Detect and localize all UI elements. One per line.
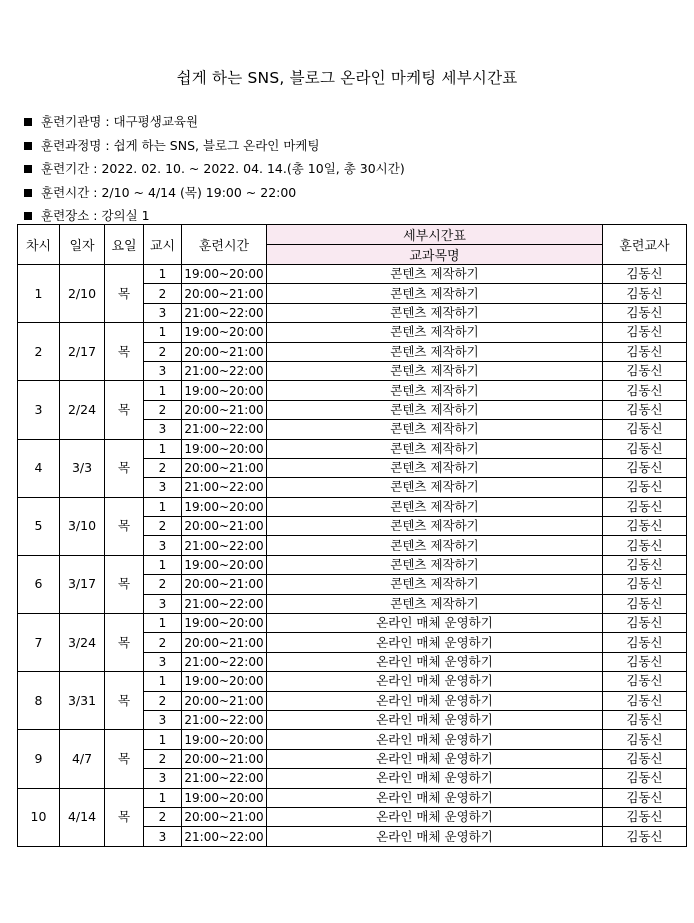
table-row: [18, 381, 687, 400]
teacher-name: 김동신: [603, 769, 687, 788]
teacher-name: 김동신: [603, 691, 687, 710]
period-time: 20:00~21:00: [182, 575, 267, 594]
table-row: [18, 614, 687, 633]
subject-name: 콘텐츠 제작하기: [267, 439, 603, 458]
teacher-name: 김동신: [603, 381, 687, 400]
table-row: [18, 497, 687, 516]
bullet-square-icon: [24, 165, 32, 173]
table-row: [18, 672, 687, 691]
subject-name: 콘텐츠 제작하기: [267, 536, 603, 555]
subject-name: 콘텐츠 제작하기: [267, 594, 603, 613]
session-weekday: 목: [105, 730, 144, 788]
session-date: 3/17: [60, 555, 105, 613]
period-time: 21:00~22:00: [182, 827, 267, 846]
session-date: 3/10: [60, 497, 105, 555]
period-time: 20:00~21:00: [182, 749, 267, 768]
period-time: 21:00~22:00: [182, 303, 267, 322]
session-date: 3/24: [60, 614, 105, 672]
period-number: 2: [144, 575, 182, 594]
teacher-name: 김동신: [603, 652, 687, 671]
period-time: 19:00~20:00: [182, 788, 267, 807]
page-title: 쉽게 하는 SNS, 블로그 온라인 마케팅 세부시간표: [176, 69, 518, 87]
teacher-name: 김동신: [603, 575, 687, 594]
subject-name: 콘텐츠 제작하기: [267, 555, 603, 574]
period-time: 21:00~22:00: [182, 769, 267, 788]
period-time: 21:00~22:00: [182, 710, 267, 729]
info-text: 훈련장소 : 강의실 1: [41, 208, 150, 224]
header-schedule: 세부시간표: [267, 225, 603, 245]
period-time: 21:00~22:00: [182, 652, 267, 671]
period-number: 3: [144, 827, 182, 846]
period-number: 1: [144, 555, 182, 574]
session-number: 2: [18, 323, 60, 381]
subject-name: 콘텐츠 제작하기: [267, 497, 603, 516]
teacher-name: 김동신: [603, 497, 687, 516]
period-time: 19:00~20:00: [182, 614, 267, 633]
session-weekday: 목: [105, 439, 144, 497]
teacher-name: 김동신: [603, 710, 687, 729]
period-number: 1: [144, 439, 182, 458]
teacher-name: 김동신: [603, 478, 687, 497]
period-time: 21:00~22:00: [182, 594, 267, 613]
header-subject: 교과목명: [267, 245, 603, 265]
subject-name: 콘텐츠 제작하기: [267, 458, 603, 477]
period-number: 1: [144, 788, 182, 807]
period-number: 2: [144, 517, 182, 536]
session-weekday: 목: [105, 381, 144, 439]
period-time: 21:00~22:00: [182, 536, 267, 555]
period-number: 3: [144, 769, 182, 788]
session-number: 1: [18, 265, 60, 323]
teacher-name: 김동신: [603, 284, 687, 303]
period-time: 19:00~20:00: [182, 381, 267, 400]
period-number: 1: [144, 381, 182, 400]
subject-name: 콘텐츠 제작하기: [267, 323, 603, 342]
session-date: 4/14: [60, 788, 105, 846]
period-time: 19:00~20:00: [182, 730, 267, 749]
session-number: 7: [18, 614, 60, 672]
subject-name: 온라인 매체 운영하기: [267, 691, 603, 710]
period-number: 1: [144, 730, 182, 749]
teacher-name: 김동신: [603, 265, 687, 284]
teacher-name: 김동신: [603, 303, 687, 322]
subject-name: 콘텐츠 제작하기: [267, 517, 603, 536]
period-time: 20:00~21:00: [182, 691, 267, 710]
session-number: 6: [18, 555, 60, 613]
session-weekday: 목: [105, 672, 144, 730]
period-time: 20:00~21:00: [182, 342, 267, 361]
teacher-name: 김동신: [603, 555, 687, 574]
session-date: 4/7: [60, 730, 105, 788]
schedule-body: [18, 265, 687, 847]
session-date: 3/3: [60, 439, 105, 497]
teacher-name: 김동신: [603, 672, 687, 691]
subject-name: 콘텐츠 제작하기: [267, 420, 603, 439]
subject-name: 온라인 매체 운영하기: [267, 807, 603, 826]
period-time: 20:00~21:00: [182, 517, 267, 536]
period-time: 19:00~20:00: [182, 439, 267, 458]
session-date: 3/31: [60, 672, 105, 730]
subject-name: 온라인 매체 운영하기: [267, 672, 603, 691]
teacher-name: 김동신: [603, 730, 687, 749]
teacher-name: 김동신: [603, 827, 687, 846]
header-time: 훈련시간: [182, 225, 267, 265]
subject-name: 온라인 매체 운영하기: [267, 749, 603, 768]
period-number: 1: [144, 265, 182, 284]
teacher-name: 김동신: [603, 361, 687, 380]
period-time: 20:00~21:00: [182, 400, 267, 419]
header-date: 일자: [60, 225, 105, 265]
period-number: 3: [144, 303, 182, 322]
subject-name: 콘텐츠 제작하기: [267, 478, 603, 497]
session-number: 8: [18, 672, 60, 730]
info-line-hours: [22, 183, 405, 207]
header-session: 차시: [18, 225, 60, 265]
period-number: 2: [144, 633, 182, 652]
period-number: 2: [144, 749, 182, 768]
period-number: 3: [144, 652, 182, 671]
info-text: 훈련과정명 : 쉽게 하는 SNS, 블로그 온라인 마케팅: [41, 137, 320, 153]
subject-name: 콘텐츠 제작하기: [267, 575, 603, 594]
table-row: [18, 265, 687, 284]
table-row: [18, 730, 687, 749]
period-time: 21:00~22:00: [182, 478, 267, 497]
session-weekday: 목: [105, 555, 144, 613]
period-number: 3: [144, 478, 182, 497]
teacher-name: 김동신: [603, 458, 687, 477]
session-weekday: 목: [105, 265, 144, 323]
period-number: 3: [144, 594, 182, 613]
teacher-name: 김동신: [603, 342, 687, 361]
table-row: [18, 555, 687, 574]
session-weekday: 목: [105, 497, 144, 555]
subject-name: 콘텐츠 제작하기: [267, 342, 603, 361]
period-time: 19:00~20:00: [182, 265, 267, 284]
period-time: 20:00~21:00: [182, 458, 267, 477]
period-number: 2: [144, 400, 182, 419]
teacher-name: 김동신: [603, 807, 687, 826]
period-time: 19:00~20:00: [182, 555, 267, 574]
session-date: 2/24: [60, 381, 105, 439]
teacher-name: 김동신: [603, 420, 687, 439]
header-row: [18, 225, 687, 245]
period-number: 3: [144, 536, 182, 555]
schedule-table: [17, 224, 687, 847]
subject-name: 콘텐츠 제작하기: [267, 400, 603, 419]
subject-name: 콘텐츠 제작하기: [267, 303, 603, 322]
period-time: 19:00~20:00: [182, 497, 267, 516]
info-line-period: [22, 159, 405, 183]
session-date: 2/10: [60, 265, 105, 323]
period-time: 21:00~22:00: [182, 420, 267, 439]
subject-name: 콘텐츠 제작하기: [267, 361, 603, 380]
bullet-square-icon: [24, 118, 32, 126]
bullet-square-icon: [24, 212, 32, 220]
teacher-name: 김동신: [603, 323, 687, 342]
header-teacher: 훈련교사: [603, 225, 687, 265]
session-number: 3: [18, 381, 60, 439]
teacher-name: 김동신: [603, 749, 687, 768]
table-row: [18, 323, 687, 342]
table-row: [18, 788, 687, 807]
subject-name: 온라인 매체 운영하기: [267, 710, 603, 729]
period-number: 2: [144, 807, 182, 826]
info-text: 훈련기관명 : 대구평생교육원: [41, 114, 199, 129]
period-number: 2: [144, 284, 182, 303]
session-weekday: 목: [105, 323, 144, 381]
info-line-institution: [22, 112, 405, 136]
subject-name: 콘텐츠 제작하기: [267, 284, 603, 303]
subject-name: 온라인 매체 운영하기: [267, 652, 603, 671]
period-number: 2: [144, 691, 182, 710]
subject-name: 온라인 매체 운영하기: [267, 827, 603, 846]
teacher-name: 김동신: [603, 400, 687, 419]
info-text: 훈련시간 : 2/10 ~ 4/14 (목) 19:00 ~ 22:00: [41, 184, 297, 200]
subject-name: 온라인 매체 운영하기: [267, 730, 603, 749]
bullet-square-icon: [24, 189, 32, 197]
period-number: 2: [144, 458, 182, 477]
subject-name: 온라인 매체 운영하기: [267, 614, 603, 633]
teacher-name: 김동신: [603, 517, 687, 536]
course-info: [22, 112, 405, 230]
teacher-name: 김동신: [603, 439, 687, 458]
period-number: 1: [144, 614, 182, 633]
period-number: 3: [144, 420, 182, 439]
session-weekday: 목: [105, 614, 144, 672]
period-time: 20:00~21:00: [182, 633, 267, 652]
period-time: 19:00~20:00: [182, 672, 267, 691]
period-number: 3: [144, 710, 182, 729]
subject-name: 온라인 매체 운영하기: [267, 769, 603, 788]
period-time: 21:00~22:00: [182, 361, 267, 380]
teacher-name: 김동신: [603, 633, 687, 652]
bullet-square-icon: [24, 142, 32, 150]
subject-name: 콘텐츠 제작하기: [267, 265, 603, 284]
header-period: 교시: [144, 225, 182, 265]
period-time: 20:00~21:00: [182, 284, 267, 303]
info-text: 훈련기간 : 2022. 02. 10. ~ 2022. 04. 14.(총 10일, 총 30시간): [41, 161, 405, 177]
session-weekday: 목: [105, 788, 144, 846]
table-row: [18, 439, 687, 458]
subject-name: 온라인 매체 운영하기: [267, 633, 603, 652]
info-line-course: [22, 136, 405, 160]
session-date: 2/17: [60, 323, 105, 381]
teacher-name: 김동신: [603, 536, 687, 555]
subject-name: 콘텐츠 제작하기: [267, 381, 603, 400]
subject-name: 온라인 매체 운영하기: [267, 788, 603, 807]
period-time: 19:00~20:00: [182, 323, 267, 342]
session-number: 10: [18, 788, 60, 846]
period-time: 20:00~21:00: [182, 807, 267, 826]
period-number: 1: [144, 323, 182, 342]
period-number: 2: [144, 342, 182, 361]
session-number: 4: [18, 439, 60, 497]
teacher-name: 김동신: [603, 788, 687, 807]
teacher-name: 김동신: [603, 594, 687, 613]
period-number: 3: [144, 361, 182, 380]
period-number: 1: [144, 672, 182, 691]
teacher-name: 김동신: [603, 614, 687, 633]
session-number: 5: [18, 497, 60, 555]
period-number: 1: [144, 497, 182, 516]
header-weekday: 요일: [105, 225, 144, 265]
session-number: 9: [18, 730, 60, 788]
